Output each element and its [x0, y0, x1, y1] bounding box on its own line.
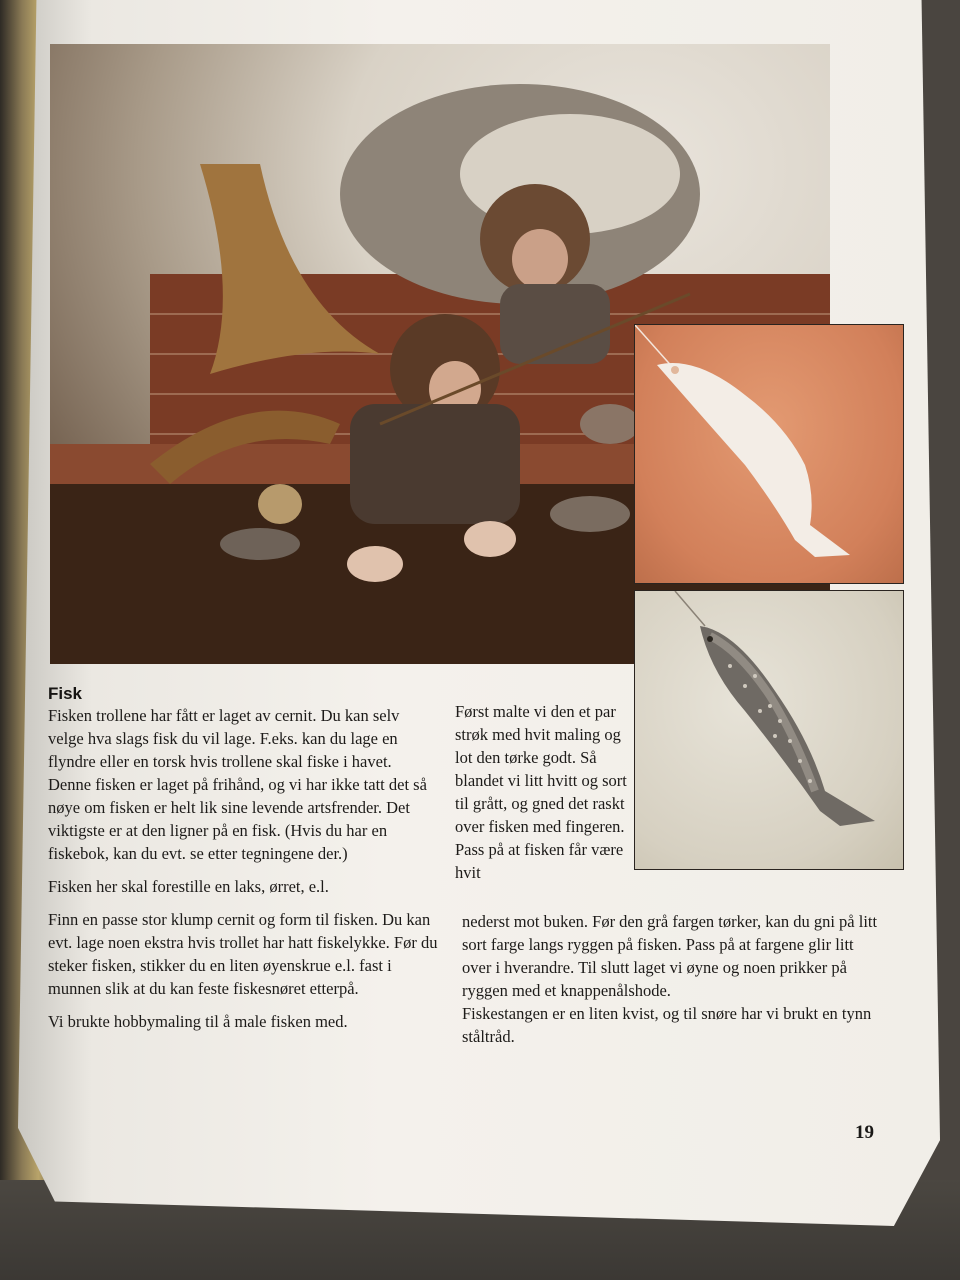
paragraph: Fiskestangen er en liten kvist, og til snøre har vi brukt en tynn ståltråd.	[462, 1004, 872, 1046]
paragraph: nederst mot buken. Før den grå fargen tørker, kan du gni på litt sort farge langs ryggen på fisken. Pass på at fargene glir litt over i hverandre. Til slutt laget vi øyne og noen prikker på ryggen med et knappenålshode.	[462, 912, 878, 1000]
right-text-wide	[462, 910, 882, 1048]
right-text-narrow	[455, 700, 640, 894]
page-number: 19	[855, 1122, 874, 1143]
section-heading: Fisk	[48, 684, 83, 703]
left-text-column	[48, 704, 438, 1043]
painted-fish-photo	[634, 590, 904, 870]
paragraph: Fisken her skal forestille en laks, ørret, e.l.	[48, 877, 329, 896]
white-fish-photo	[634, 324, 904, 584]
paragraph: Finn en passe stor klump cernit og form til fisken. Du kan evt. lage noen ekstra hvis trollet har hatt fiskelykke. Før du steker fisken, stikker du en liten øyenskrue e.l. fast i munnen slik at du kan feste fiskesnøret etterpå.	[48, 910, 438, 998]
paragraph: Vi brukte hobbymaling til å male fisken med.	[48, 1012, 348, 1031]
paragraph: Først malte vi den et par strøk med hvit maling og lot den tørke godt. Så blandet vi litt hvitt og sort til grått, og gned det raskt over fisken med fingeren. Pass på at fisken får være hvit	[455, 702, 627, 882]
paragraph: Fisken trollene har fått er laget av cernit. Du kan selv velge hva slags fisk du vil lage. F.eks. kan du lage en flyndre eller en torsk hvis trollene skal fiske i havet. Denne fisken er laget på frihånd, og vi har ikke tatt det så nøye om fisken er helt lik sine levende artsfrender. Det viktigste er at den ligner på en fisk. (Hvis du har en fiskebok, kan du evt. se etter tegningene der.)	[48, 706, 427, 863]
